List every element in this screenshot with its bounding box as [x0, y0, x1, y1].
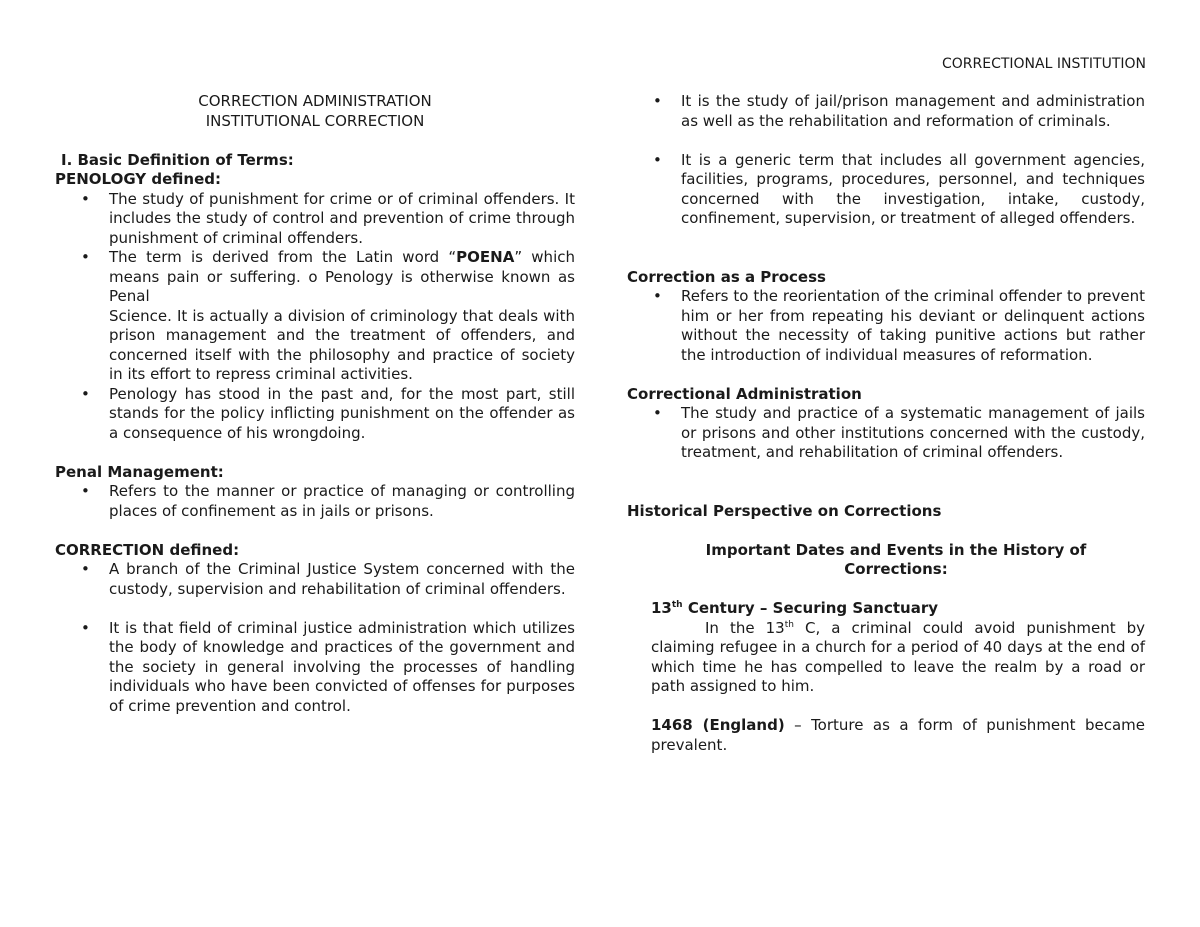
penology-heading: PENOLOGY defined:	[55, 170, 222, 188]
list-item: • The study and practice of a systematic management of jails or prisons and other institutions concerned with the custody, treatment, and rehabilitation of criminal offenders.	[653, 404, 1145, 461]
list-item: • The term is derived from the Latin word “POENA” which means pain or suffering. o Penology is otherwise known as Penal Science. It is actually a division of criminology that deals with prison management and the treatment of offenders, and concerned itself with the philosophy and practice of society in its effort to repress criminal activities.	[81, 248, 575, 383]
left-column	[55, 92, 575, 716]
sanctuary-paragraph: In the 13th C, a criminal could avoid punishment by claiming refugee in a church for a period of 40 days at the end of which time he has compelled to leave the realm by a road or path assigned to him.	[651, 618, 1146, 695]
correction-definition-list	[627, 92, 1145, 229]
list-item: • Penology has stood in the past and, for the most part, still stands for the policy inflicting punishment on the offender as a consequence of his wrongdoing.	[81, 384, 575, 442]
bullet-icon: •	[653, 92, 662, 110]
bullet-icon: •	[653, 150, 662, 169]
correction-list	[55, 560, 575, 716]
page-header: CORRECTIONAL INSTITUTION	[941, 56, 1146, 72]
section-heading-basic-definitions: I. Basic Definition of Terms:	[61, 150, 294, 169]
bullet-icon: •	[81, 189, 90, 208]
list-item: • The study of punishment for crime or of criminal offenders. It includes the study of control and prevention of crime through punishment of criminal offenders.	[81, 189, 575, 247]
administration-list	[627, 404, 1145, 463]
england-paragraph: 1468 (England) – Torture as a form of punishment became prevalent.	[651, 716, 1146, 754]
list-item: • It is that field of criminal justice administration which utilizes the body of knowledge and practices of the government and the society in general involving the processes of handling individuals who have been convicted of offenses for purposes of crime prevention and control.	[81, 618, 575, 715]
timeline	[627, 599, 1145, 755]
correction-heading: CORRECTION defined:	[55, 540, 240, 559]
list-item: • A branch of the Criminal Justice System concerned with the custody, supervision and rehabilitation of criminal offenders.	[81, 560, 575, 598]
historical-heading: Historical Perspective on Corrections	[627, 501, 942, 520]
century-heading: 13th Century – Securing Sanctuary	[651, 599, 939, 617]
bullet-icon: •	[653, 404, 662, 422]
bullet-icon: •	[653, 287, 662, 305]
list-item: • Refers to the manner or practice of managing or controlling places of confinement as in jails or prisons.	[81, 482, 575, 520]
right-column	[627, 92, 1145, 755]
list-item: • Refers to the reorientation of the criminal offender to prevent him or her from repeating his deviant or delinquent actions without the necessity of taking punitive actions but rather the introduction of individual measures of reformation.	[653, 287, 1145, 364]
document-subtitle: INSTITUTIONAL CORRECTION	[205, 111, 425, 130]
bullet-icon: •	[81, 618, 90, 637]
process-list	[627, 287, 1145, 365]
latin-word: POENA	[456, 248, 515, 266]
penology-list	[55, 190, 575, 444]
penal-management-heading: Penal Management:	[55, 462, 224, 481]
administration-heading: Correctional Administration	[627, 384, 862, 403]
important-dates-heading: Important Dates and Events in the History of Corrections:	[705, 540, 1087, 578]
penal-management-list	[55, 482, 575, 521]
list-item: • It is a generic term that includes all government agencies, facilities, programs, procedures, personnel, and techniques concerned with the investigation, intake, custody, confinement, supervision, or treatment of alleged offenders.	[653, 150, 1145, 227]
bullet-icon: •	[81, 384, 90, 403]
bullet-icon: •	[81, 560, 90, 578]
document-title: CORRECTION ADMINISTRATION	[198, 92, 432, 110]
bullet-icon: •	[81, 482, 90, 500]
bullet-icon: •	[81, 248, 90, 266]
list-item: • It is the study of jail/prison management and administration as well as the rehabilitation and reformation of criminals.	[653, 92, 1145, 130]
process-heading: Correction as a Process	[627, 267, 826, 286]
